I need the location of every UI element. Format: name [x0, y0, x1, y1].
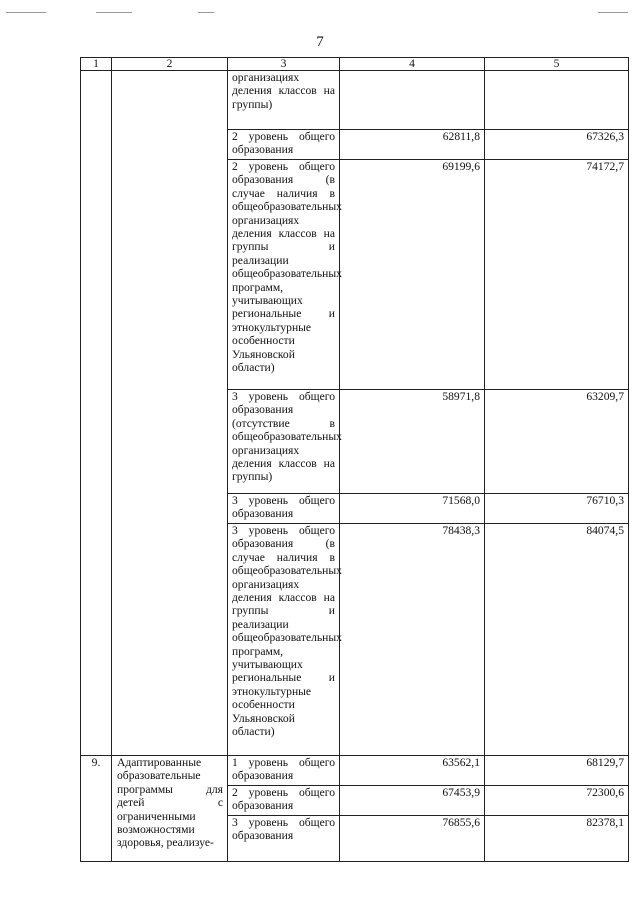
value-col5-cell: 74172,7 [485, 160, 629, 390]
value-col4-cell: 69199,6 [340, 160, 485, 390]
column-header-1: 1 [81, 58, 112, 71]
value-col4-cell: 62811,8 [340, 130, 485, 160]
column-header-2: 2 [112, 58, 228, 71]
education-level-cell: 3 уровень общего образования (в случае наличия в общеобразовательных организациях деления классов на группы и реализации общеобразовательных программ, учитывающих региональные и этнокультурные особенности Ульяновской области) [228, 524, 340, 756]
education-level-cell: организациях деления классов на группы) [228, 71, 340, 130]
program-cell: Адаптированные образовательные программы для детей с ограниченными возможностями здоровья, реализуе- [112, 756, 228, 862]
value-col5-cell: 82378,1 [485, 816, 629, 862]
table-row [81, 71, 629, 130]
value-col5-cell [485, 71, 629, 130]
table-row [81, 756, 629, 786]
value-col5-cell: 63209,7 [485, 390, 629, 494]
value-col4-cell: 63562,1 [340, 756, 485, 786]
value-col5-cell: 84074,5 [485, 524, 629, 756]
value-col4-cell: 71568,0 [340, 494, 485, 524]
scan-artifact [198, 12, 214, 13]
tariff-table [80, 57, 629, 862]
education-level-cell: 1 уровень общего образования [228, 756, 340, 786]
row-number-cell [81, 71, 112, 756]
scan-artifact [598, 12, 628, 13]
value-col5-cell: 76710,3 [485, 494, 629, 524]
education-level-cell: 3 уровень общего образования (отсутствие в общеобразовательных организациях деления классов на группы) [228, 390, 340, 494]
value-col4-cell: 58971,8 [340, 390, 485, 494]
education-level-cell: 2 уровень общего образования [228, 786, 340, 816]
column-header-5: 5 [485, 58, 629, 71]
education-level-cell: 2 уровень общего образования (в случае наличия в общеобразовательных организациях деления классов на группы и реализации общеобразовательных программ, учитывающих региональные и этнокультурные особенности Ульяновской области) [228, 160, 340, 390]
value-col4-cell: 76855,6 [340, 816, 485, 862]
value-col4-cell [340, 71, 485, 130]
education-level-cell: 3 уровень общего образования [228, 816, 340, 862]
scan-artifact [96, 12, 132, 13]
value-col5-cell: 67326,3 [485, 130, 629, 160]
value-col5-cell: 72300,6 [485, 786, 629, 816]
header-row [81, 58, 629, 71]
row-number-cell: 9. [81, 756, 112, 862]
value-col4-cell: 78438,3 [340, 524, 485, 756]
value-col4-cell: 67453,9 [340, 786, 485, 816]
column-header-4: 4 [340, 58, 485, 71]
column-header-3: 3 [228, 58, 340, 71]
value-col5-cell: 68129,7 [485, 756, 629, 786]
program-cell [112, 71, 228, 756]
education-level-cell: 3 уровень общего образования [228, 494, 340, 524]
scan-artifact [6, 12, 46, 13]
education-level-cell: 2 уровень общего образования [228, 130, 340, 160]
page-number: 7 [316, 34, 324, 50]
